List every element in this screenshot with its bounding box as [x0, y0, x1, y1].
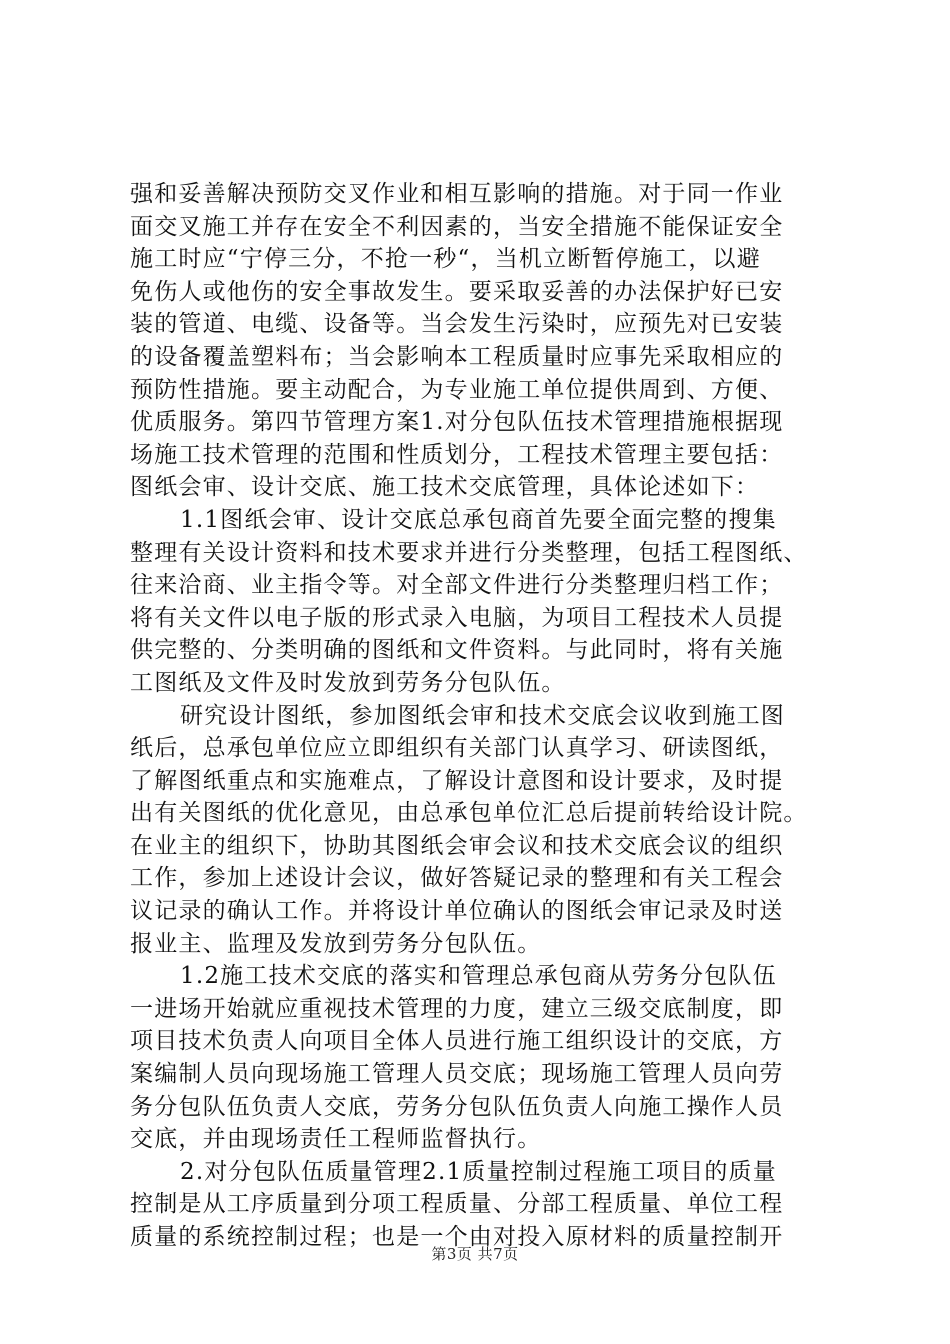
- text-line: 的设备覆盖塑料布；当会影响本工程质量时应事先采取相应的: [130, 343, 784, 370]
- document-body: [130, 178, 830, 1254]
- text-line: 场施工技术管理的范围和性质划分，工程技术管理主要包括：: [130, 441, 784, 468]
- text-line: 将有关文件以电子版的形式录入电脑，为项目工程技术人员提: [130, 604, 784, 631]
- text-line: 在业主的组织下，协助其图纸会审会议和技术交底会议的组织: [130, 832, 784, 859]
- text-line: 免伤人或他伤的安全事故发生。要采取妥善的办法保护好已安: [130, 278, 784, 305]
- text-line: 出有关图纸的优化意见，由总承包单位汇总后提前转给设计院。: [130, 800, 808, 827]
- page-number-footer: 第3页 共7页: [431, 1245, 519, 1263]
- text-line: 工作，参加上述设计会议，做好答疑记录的整理和有关工程会: [130, 865, 784, 892]
- text-line: 一进场开始就应重视技术管理的力度，建立三级交底制度，即: [130, 995, 784, 1022]
- text-line: 装的管道、电缆、设备等。当会发生污染时，应预先对已安装: [130, 311, 784, 338]
- text-line: 1.2施工技术交底的落实和管理总承包商从劳务分包队伍: [180, 963, 777, 990]
- text-line: 了解图纸重点和实施难点，了解设计意图和设计要求，及时提: [130, 767, 784, 794]
- text-line: 面交叉施工并存在安全不利因素的，当安全措施不能保证安全: [130, 213, 784, 240]
- text-line: 案编制人员向现场施工管理人员交底；现场施工管理人员向劳: [130, 1061, 784, 1088]
- text-line: 质量的系统控制过程；也是一个由对投入原材料的质量控制开: [130, 1224, 784, 1250]
- text-line: 报业主、监理及发放到劳务分包队伍。: [130, 930, 542, 957]
- text-line: 务分包队伍负责人交底，劳务分包队伍负责人向施工操作人员: [130, 1093, 784, 1120]
- text-line: 图纸会审、设计交底、施工技术交底管理，具体论述如下：: [130, 474, 760, 501]
- text-line: 工图纸及文件及时发放到劳务分包队伍。: [130, 669, 566, 696]
- text-line: 1.1图纸会审、设计交底总承包商首先要全面完整的搜集: [180, 506, 777, 533]
- text-line: 交底，并由现场责任工程师监督执行。: [130, 1126, 542, 1153]
- text-line: 强和妥善解决预防交叉作业和相互影响的措施。对于同一作业: [130, 181, 784, 207]
- text-line: 研究设计图纸，参加图纸会审和技术交底会议收到施工图: [180, 702, 785, 729]
- text-line: 议记录的确认工作。并将设计单位确认的图纸会审记录及时送: [130, 898, 784, 925]
- text-line: 2.对分包队伍质量管理2.1质量控制过程施工项目的质量: [180, 1158, 777, 1185]
- text-line: 优质服务。第四节管理方案1.对分包队伍技术管理措施根据现: [130, 409, 784, 436]
- text-line: 施工时应“宁停三分，不抢一秒“，当机立断暂停施工，以避: [130, 246, 761, 273]
- text-line: 供完整的、分类明确的图纸和文件资料。与此同时，将有关施: [130, 637, 784, 664]
- text-line: 控制是从工序质量到分项工程质量、分部工程质量、单位工程: [130, 1191, 784, 1218]
- text-line: 往来洽商、业主指令等。对全部文件进行分类整理归档工作；: [130, 572, 784, 599]
- text-line: 预防性措施。要主动配合，为专业施工单位提供周到、方便、: [130, 376, 784, 403]
- text-line: 纸后，总承包单位应立即组织有关部门认真学习、研读图纸，: [130, 735, 784, 762]
- text-line: 项目技术负责人向项目全体人员进行施工组织设计的交底，方: [130, 1028, 784, 1055]
- text-line: 整理有关设计资料和技术要求并进行分类整理，包括工程图纸、: [130, 539, 808, 566]
